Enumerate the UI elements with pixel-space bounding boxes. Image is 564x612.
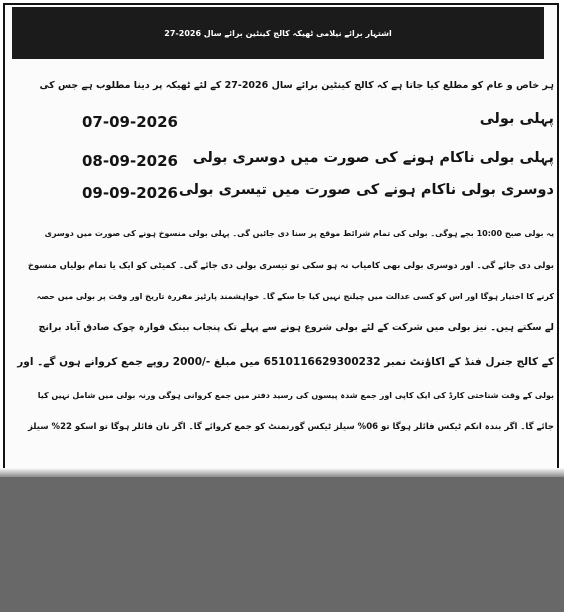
schedule-label-1: پہلی بولی <box>479 111 554 127</box>
schedule-label-2: پہلی بولی ناکام ہونے کی صورت میں دوسری بولی <box>192 150 554 166</box>
schedule-label-3: دوسری بولی ناکام ہونے کی صورت میں تیسری بولی <box>178 182 554 198</box>
body-line-4: لے سکتے ہیں۔ نیز بولی میں شرکت کے لئے بولی شروع ہونے سے پہلے تک پنجاب بینک فوارہ چوک صادق آباد برانچ <box>38 322 554 333</box>
notice-intro: ہر خاص و عام کو مطلع کیا جاتا ہے کہ کالج کینٹین برائے سال 2026-27 کے لئے ٹھیکہ پر دینا مطلوب ہے جس کی <box>39 80 554 91</box>
body-line-7: جائے گا۔ اگر بندہ انکم ٹیکس فائلر ہوگا تو 06% سیلز ٹیکس گورنمنٹ کو جمع کروائے گا۔ اگر نان فائلر ہوگا تو اسکو 22% سیلز <box>28 422 554 432</box>
body-line-1: یہ بولی صبح 10:00 بجے ہوگی۔ بولی کی تمام شرائط موقع پر سنا دی جائیں گی۔ پہلی بولی منسوخ ہونے کی صورت میں دوسری <box>44 229 554 238</box>
body-line-5: کے کالج جنرل فنڈ کے اکاؤنٹ نمبر 6510116629300232 میں مبلغ -/2000 روپے جمع کروانے ہوں گے۔ اور <box>17 356 554 368</box>
notice-title: اشتہار برائے نیلامی ٹھیکہ کالج کینٹین برائے سال 2026-27 <box>12 7 544 59</box>
body-line-3: کرنے کا اختیار ہوگا اور اس کو کسی عدالت میں چیلنج نہیں کیا جا سکے گا۔ خواہشمند پارٹیز مقررہ تاریخ اور وقت پر بولی میں حصہ <box>36 292 554 301</box>
body-line-6: بولی کے وقت شناختی کارڈ کی ایک کاپی اور جمع شدہ پیسوں کی رسید دفتر میں جمع کروانی ہوگی ورنہ بولی میں شامل نہیں کیا <box>37 391 554 400</box>
redaction-mask <box>0 477 564 612</box>
body-line-2: بولی دی جائے گی۔ اور دوسری بولی بھی کامیاب نہ ہو سکی تو تیسری بولی دی جائے گی۔ کمیٹی کو ایک یا تمام بولیاں منسوخ <box>27 261 554 271</box>
schedule-date-1: 07-09-2026 <box>82 113 178 131</box>
schedule-date-3: 09-09-2026 <box>82 184 178 202</box>
schedule-date-2: 08-09-2026 <box>82 152 178 170</box>
